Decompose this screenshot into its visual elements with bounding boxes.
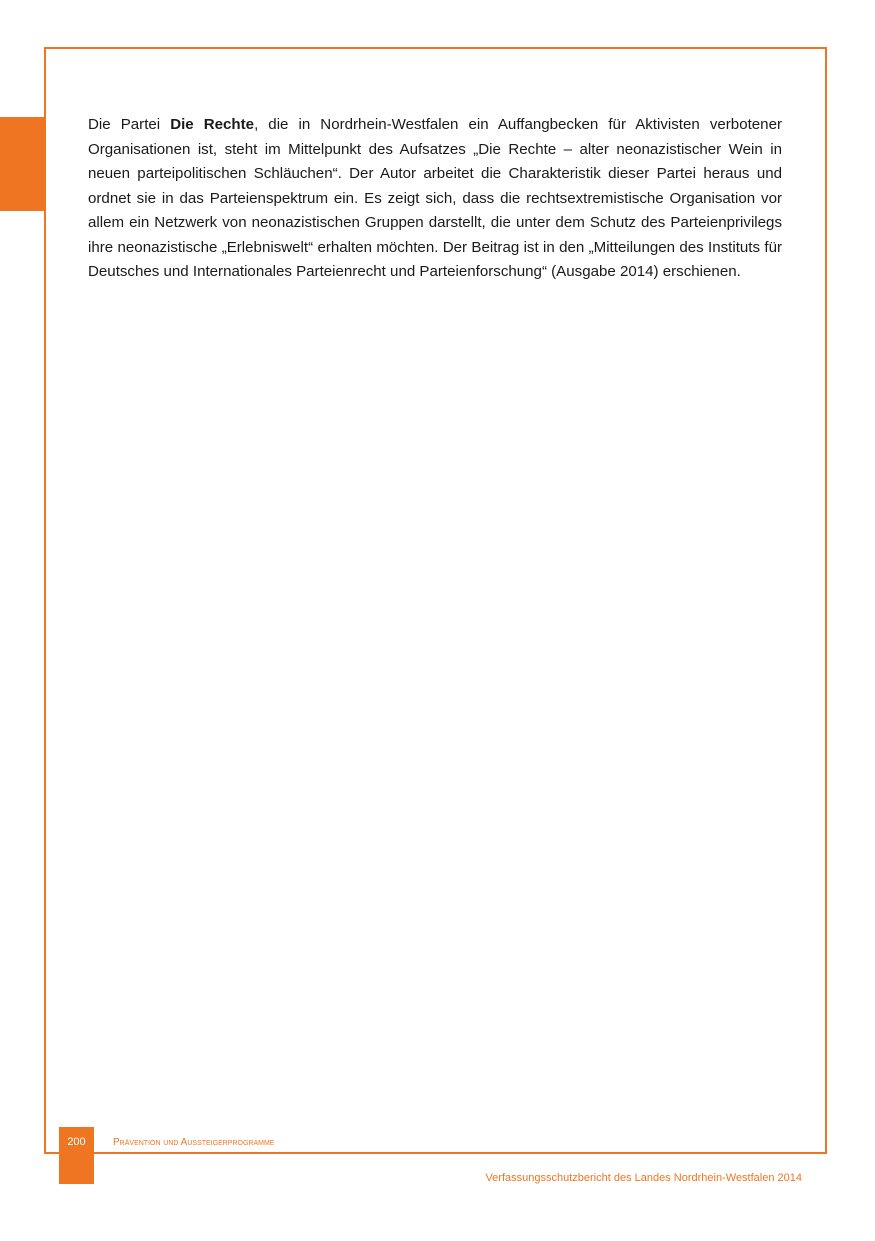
body-paragraph xyxy=(88,113,782,285)
paragraph-text-start: Die Partei xyxy=(88,116,171,133)
page-number: 200 xyxy=(67,1136,86,1148)
page-number-box xyxy=(59,1127,94,1184)
publication-title: Verfassungsschutzbericht des Landes Nordrhein-Westfalen 2014 xyxy=(485,1172,802,1184)
chapter-side-tab xyxy=(0,117,44,211)
paragraph-text-rest: , die in Nordrhein-Westfalen ein Auffangbecken für Aktivisten verbotener Organisationen ist, steht im Mittelpunkt des Aufsatzes „Die Rechte – alter neonazistischer Wein in neuen parteipolitischen Schläuchen“. Der Autor arbeitet die Charakteristik dieser Partei heraus und ordnet sie in das Parteienspektrum ein. Es zeigt sich, dass die rechtsextremistische Organisation vor allem ein Netzwerk von neonazistischen Gruppen darstellt, die unter dem Schutz des Parteienprivilegs ihre neonazistische „Erlebniswelt“ erhalten möchten. Der Beitrag ist in den „Mitteilungen des Instituts für Deutsches und Internationales Parteienrecht und Parteienforschung“ (Ausgabe 2014) erschienen. xyxy=(88,116,782,280)
section-title: Prävention und Aussteigerprogramme xyxy=(113,1137,275,1148)
party-name-bold: Die Rechte xyxy=(170,116,255,133)
